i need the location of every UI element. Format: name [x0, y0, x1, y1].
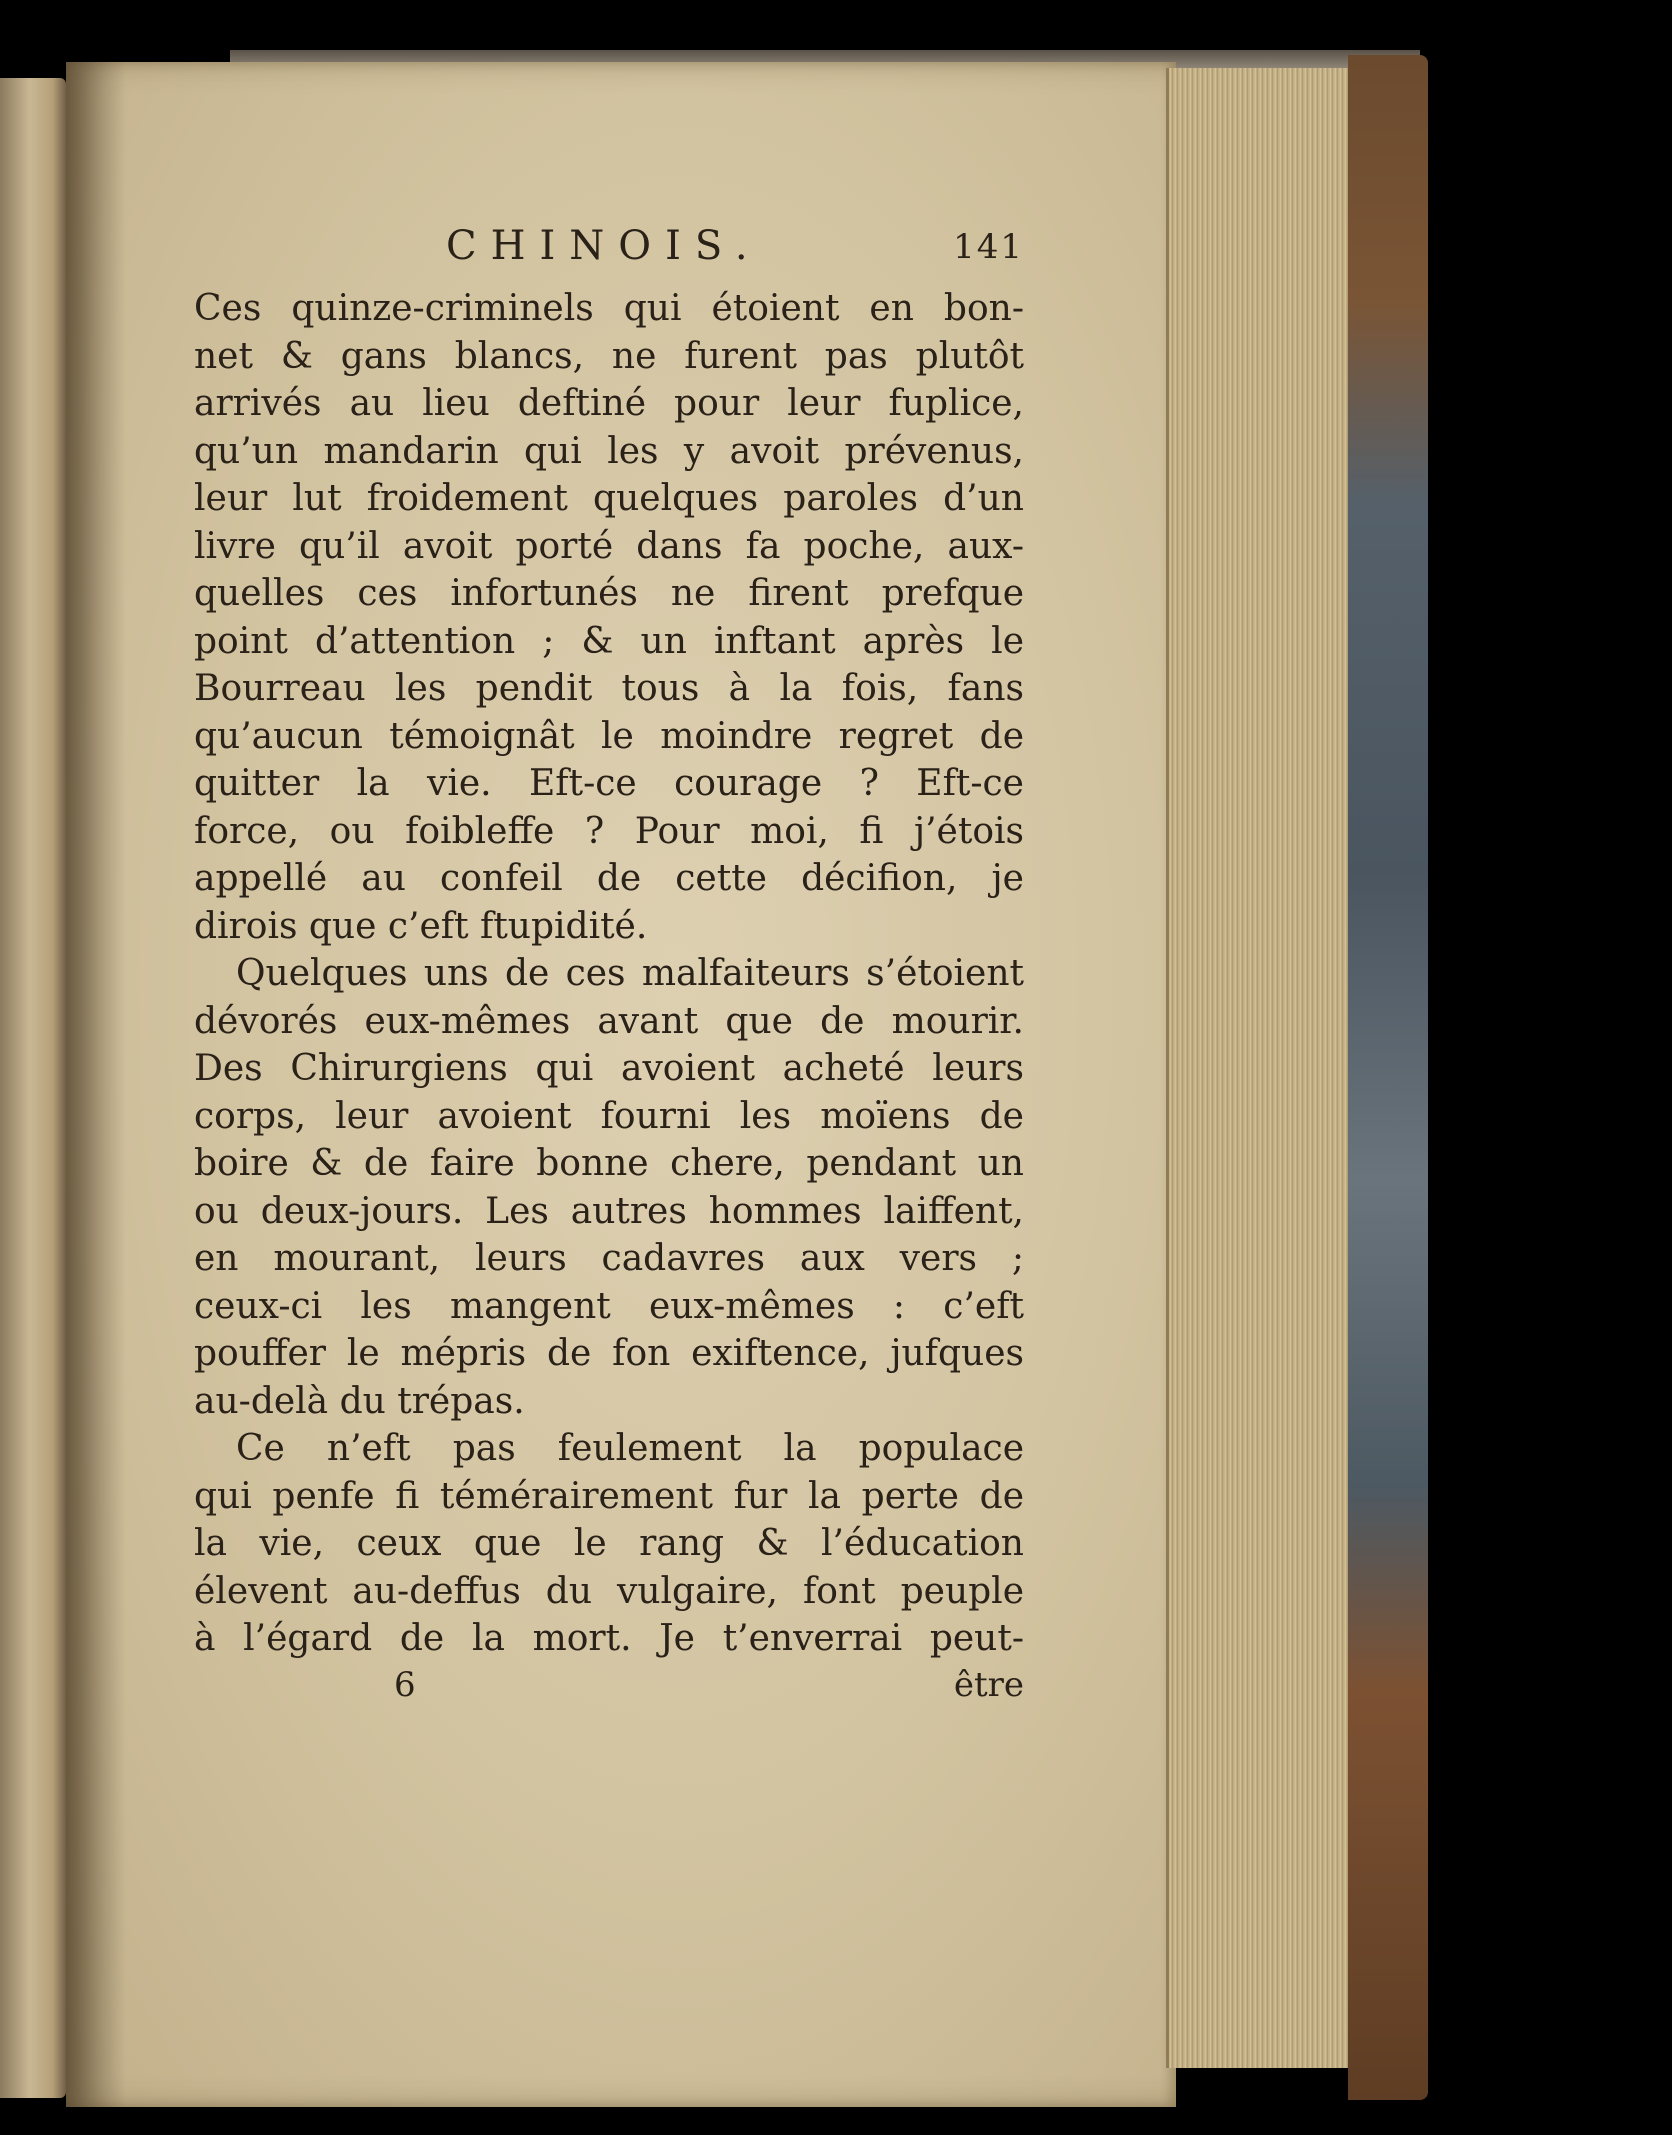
text-line: ceux-ci les mangent eux-mêmes : c’eft	[194, 1285, 1024, 1327]
text-line: Des Chirurgiens qui avoient acheté leurs	[194, 1048, 1024, 1089]
text-line: en mourant, leurs cadavres aux vers ;	[194, 1238, 1024, 1279]
previous-page-edge	[0, 78, 66, 2098]
text-line: corps, leur avoient fourni les moïens de	[194, 1095, 1024, 1137]
text-line: ou deux-jours. Les autres hommes laiffent,	[194, 1190, 1024, 1232]
text-line: net & gans blancs, ne furent pas plutôt	[194, 335, 1024, 377]
text-line: dévorés eux-mêmes avant que de mourir.	[194, 1000, 1024, 1042]
text-line: arrivés au lieu deftiné pour leur fuplice,	[194, 383, 1024, 424]
text-line: Ce n’eft pas feulement la populace	[236, 1428, 1024, 1469]
page-gutter-shadow	[66, 62, 126, 2107]
page-header	[194, 223, 1024, 285]
running-title: CHINOIS.	[446, 223, 762, 269]
text-line: qu’aucun témoignât le moindre regret de	[194, 715, 1024, 757]
text-line: qu’un mandarin qui les y avoit prévenus,	[194, 430, 1024, 472]
text-line: force, ou foibleffe ? Pour moi, fi j’étois	[194, 810, 1024, 852]
text-line: la vie, ceux que le rang & l’éducation	[194, 1523, 1024, 1564]
text-line: boire & de faire bonne chere, pendant un	[194, 1143, 1024, 1184]
text-line: pouffer le mépris de fon exiftence, jufques	[194, 1333, 1024, 1374]
page-fore-edge	[1166, 68, 1351, 2068]
catchword: être	[953, 1664, 1024, 1705]
text-line: Bourreau les pendit tous à la fois, fans	[194, 668, 1024, 709]
page-number: 141	[953, 227, 1024, 267]
marbled-cover-board	[1348, 55, 1428, 2100]
text-line: dirois que c’eft ftupidité.	[194, 905, 648, 947]
text-line: quitter la vie. Eft-ce courage ? Eft-ce	[194, 763, 1024, 804]
signature-mark: 6	[394, 1664, 416, 1705]
text-line: livre qu’il avoit porté dans fa poche, aux-	[194, 525, 1024, 567]
text-line: Quelques uns de ces malfaiteurs s’étoient	[236, 953, 1024, 994]
text-block	[194, 223, 1024, 1713]
body-text	[194, 285, 1024, 1663]
text-line: Ces quinze-criminels qui étoient en bon-	[194, 288, 1024, 329]
text-line: appellé au confeil de cette décifion, je	[194, 858, 1024, 899]
text-line: point d’attention ; & un inftant après le	[194, 620, 1024, 662]
text-line: au-delà du trépas.	[194, 1380, 525, 1422]
text-line: élevent au-deffus du vulgaire, font peuple	[194, 1570, 1024, 1612]
text-line: leur lut froidement quelques paroles d’un	[194, 478, 1024, 519]
text-line: quelles ces infortunés ne firent prefque	[194, 573, 1024, 614]
text-line: qui penfe fi témérairement fur la perte de	[194, 1475, 1024, 1517]
text-line: à l’égard de la mort. Je t’enverrai peut-	[194, 1618, 1024, 1659]
page-footer	[194, 1663, 1024, 1713]
